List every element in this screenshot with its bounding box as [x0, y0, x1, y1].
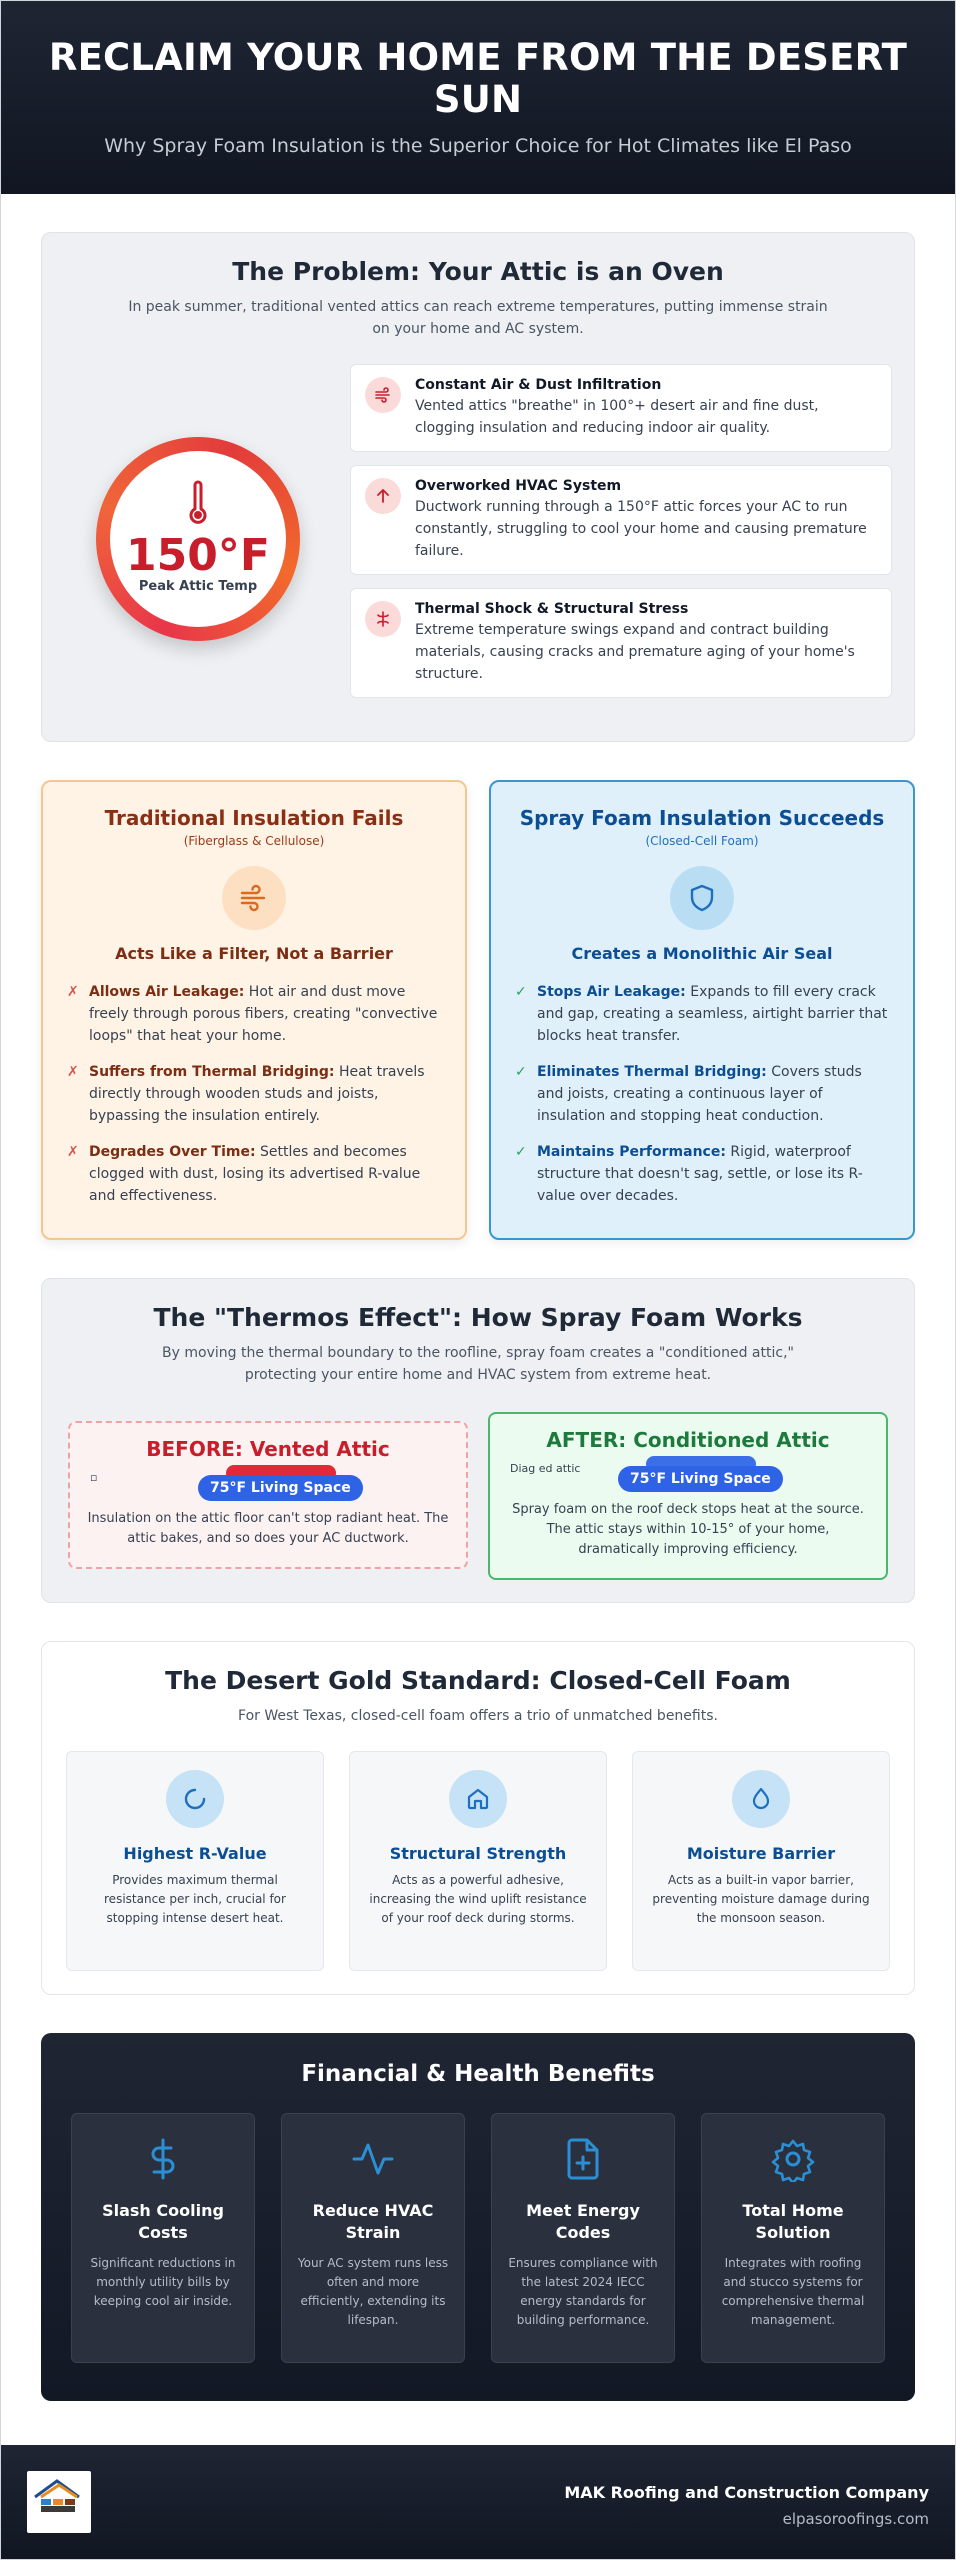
before-panel	[68, 1421, 468, 1569]
x-icon: ✗	[67, 984, 79, 1000]
problem-item-title: Overworked HVAC System	[415, 478, 622, 494]
financial-title: Financial & Health Benefits	[301, 2061, 655, 2087]
problem-item-text: Ductwork running through a 150°F attic forces your AC to run constantly, struggling to cool your home and causing premature failure.	[415, 499, 867, 559]
problem-item-title: Thermal Shock & Structural Stress	[415, 601, 689, 617]
list-item: ✗ Degrades Over Time: Settles and becomes clogged with dust, losing its advertised R-value and effectiveness.	[67, 1141, 441, 1207]
living-space-badge: 75°F Living Space	[198, 1475, 363, 1501]
financial-card	[491, 2113, 675, 2363]
benefit-text: Acts as a built-in vapor barrier, preventing moisture damage during the monsoon season.	[652, 1873, 870, 1925]
card-title: Spray Foam Insulation Succeeds	[519, 806, 885, 830]
thermos-title: The "Thermos Effect": How Spray Foam Works	[153, 1303, 803, 1332]
problem-list	[350, 364, 892, 711]
problem-item-text: Vented attics "breathe" in 100°+ desert air and fine dust, clogging insulation and reducing indoor air quality.	[415, 398, 819, 436]
temperature-gauge	[96, 437, 300, 641]
problem-section	[41, 232, 915, 742]
financial-section	[41, 2033, 915, 2401]
financial-card-title: Total Home Solution	[742, 2201, 844, 2242]
droplet-icon	[732, 1770, 790, 1828]
problem-item	[350, 465, 892, 575]
thermometer-icon	[186, 479, 210, 527]
traditional-insulation-card	[41, 780, 467, 1240]
before-title: BEFORE: Vented Attic	[146, 1437, 390, 1461]
gear-icon	[770, 2136, 816, 2182]
list-item: ✓ Eliminates Thermal Bridging: Covers studs and joists, creating a continuous layer of insulation and stopping heat conduction.	[515, 1061, 889, 1127]
check-icon: ✓	[515, 1144, 527, 1160]
benefit-card	[632, 1751, 890, 1971]
financial-card-title: Slash Cooling Costs	[102, 2201, 224, 2242]
spinner-icon	[166, 1770, 224, 1828]
problem-subtitle: In peak summer, traditional vented attics can reach extreme temperatures, putting immense strain on your home and AC system.	[128, 299, 828, 337]
gauge-label: Peak Attic Temp	[138, 579, 258, 594]
after-panel	[488, 1412, 888, 1580]
spray-foam-card	[489, 780, 915, 1240]
thermos-section	[41, 1278, 915, 1603]
list-item: ✗ Allows Air Leakage: Hot air and dust move freely through porous fibers, creating "convective loops" that heat your home.	[67, 981, 441, 1047]
financial-card-text: Integrates with roofing and stucco systems for comprehensive thermal management.	[721, 2256, 865, 2327]
company-url[interactable]: elpasoroofings.com	[782, 2510, 929, 2528]
dollar-icon	[143, 2136, 183, 2182]
financial-card	[281, 2113, 465, 2363]
card-heading: Acts Like a Filter, Not a Barrier	[115, 944, 393, 963]
gauge-value: 150°F	[126, 530, 270, 581]
list-item: ✓ Maintains Performance: Rigid, waterproof structure that doesn't sag, settle, or lose its R-value over decades.	[515, 1141, 889, 1207]
company-info	[564, 2483, 929, 2528]
footer	[1, 2445, 955, 2559]
gold-standard-section	[41, 1641, 915, 1995]
benefit-title: Moisture Barrier	[686, 1844, 836, 1863]
financial-card-title: Meet Energy Codes	[526, 2201, 640, 2242]
financial-card-title: Reduce HVAC Strain	[312, 2201, 434, 2242]
benefit-title: Structural Strength	[389, 1844, 567, 1863]
gold-title: The Desert Gold Standard: Closed-Cell Foam	[165, 1666, 791, 1695]
x-icon: ✗	[67, 1144, 79, 1160]
after-diagram	[506, 1456, 870, 1494]
problem-item	[350, 364, 892, 452]
page-subtitle: Why Spray Foam Insulation is the Superior Choice for Hot Climates like El Paso	[104, 135, 852, 157]
financial-card	[701, 2113, 885, 2363]
living-space-badge: 75°F Living Space	[618, 1466, 783, 1492]
list-item: ✗ Suffers from Thermal Bridging: Heat travels directly through wooden studs and joists, bypassing the insulation entirely.	[67, 1061, 441, 1127]
list-item: ✓ Stops Air Leakage: Expands to fill every crack and gap, creating a seamless, airtight barrier that blocks heat transfer.	[515, 981, 889, 1047]
financial-card	[71, 2113, 255, 2363]
broken-image-icon: ▫	[90, 1471, 98, 1484]
wind-icon	[222, 866, 286, 930]
benefit-text: Provides maximum thermal resistance per inch, crucial for stopping intense desert heat.	[104, 1873, 286, 1925]
spray-foam-points	[515, 981, 889, 1207]
after-text: Spray foam on the roof deck stops heat at the source. The attic stays within 10-15° of your home, dramatically improving efficiency.	[512, 1502, 864, 1557]
file-plus-icon	[563, 2136, 603, 2182]
traditional-points	[67, 981, 441, 1207]
check-icon: ✓	[515, 1064, 527, 1080]
card-tag: (Closed-Cell Foam)	[645, 834, 759, 848]
image-alt-text: Diag ed attic	[510, 1462, 581, 1475]
x-icon: ✗	[67, 1064, 79, 1080]
home-icon	[449, 1770, 507, 1828]
before-after	[68, 1412, 888, 1580]
problem-item	[350, 588, 892, 698]
gold-subtitle: For West Texas, closed-cell foam offers a trio of unmatched benefits.	[238, 1708, 718, 1724]
page-title: RECLAIM YOUR HOME FROM THE DESERT SUN	[48, 36, 908, 121]
structure-icon	[365, 601, 401, 637]
arrow-up-icon	[365, 478, 401, 514]
hero-header	[1, 1, 955, 194]
main-content	[1, 194, 955, 2401]
financial-card-text: Your AC system runs less often and more efficiently, extending its lifespan.	[297, 2256, 449, 2327]
before-diagram	[86, 1465, 450, 1503]
company-name: MAK Roofing and Construction Company	[564, 2483, 929, 2502]
benefit-card	[66, 1751, 324, 1971]
problem-item-text: Extreme temperature swings expand and contract building materials, causing cracks and premature aging of your home's structure.	[415, 622, 855, 682]
benefit-text: Acts as a powerful adhesive, increasing the wind uplift resistance of your roof deck during storms.	[369, 1873, 587, 1925]
activity-icon	[350, 2136, 396, 2182]
card-tag: (Fiberglass & Cellulose)	[183, 834, 325, 848]
wind-icon	[365, 377, 401, 413]
card-heading: Creates a Monolithic Air Seal	[571, 944, 833, 963]
financial-card-text: Significant reductions in monthly utility bills by keeping cool air inside.	[90, 2256, 236, 2308]
gold-cards	[66, 1751, 890, 1971]
financial-cards	[71, 2113, 885, 2363]
problem-title: The Problem: Your Attic is an Oven	[232, 257, 724, 286]
thermos-subtitle: By moving the thermal boundary to the roofline, spray foam creates a "conditioned attic," protecting your entire home and HVAC system from extreme heat.	[162, 1345, 794, 1383]
before-text: Insulation on the attic floor can't stop radiant heat. The attic bakes, and so does your AC ductwork.	[87, 1511, 449, 1546]
check-icon: ✓	[515, 984, 527, 1000]
benefit-card	[349, 1751, 607, 1971]
comparison-section	[41, 780, 915, 1240]
shield-icon	[670, 866, 734, 930]
problem-item-title: Constant Air & Dust Infiltration	[415, 377, 662, 393]
financial-card-text: Ensures compliance with the latest 2024 IECC energy standards for building performance.	[508, 2256, 658, 2327]
card-title: Traditional Insulation Fails	[104, 806, 404, 830]
after-title: AFTER: Conditioned Attic	[546, 1428, 830, 1452]
benefit-title: Highest R-Value	[123, 1844, 267, 1863]
company-logo	[27, 2471, 91, 2533]
